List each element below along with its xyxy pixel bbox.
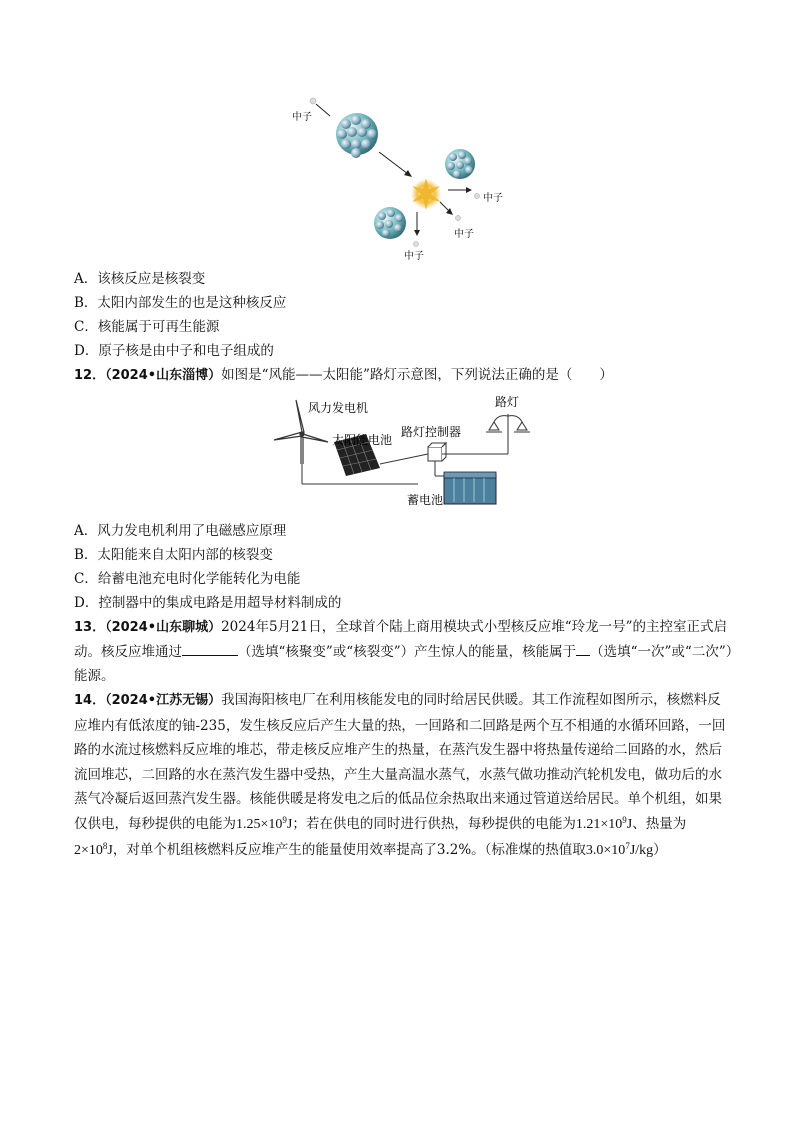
q14-electric-energy-only: $1.25\times 10^9J$ xyxy=(236,814,293,832)
label-solar-cell: 太阳能电池 xyxy=(332,433,393,447)
q14-paragraph xyxy=(74,688,734,863)
q14-number: 14． xyxy=(74,693,106,708)
q12-source: （2024•山东淄博） xyxy=(105,368,222,383)
label-battery: 蓄电池 xyxy=(407,493,444,507)
incoming-neutron xyxy=(310,98,316,104)
controller-box-icon xyxy=(428,443,446,461)
q13-text-2: （选填“核聚变”或“核裂变”）产生惊人的能量，核能属于 xyxy=(238,644,577,660)
q11-option-a: A．该核反应是核裂变 xyxy=(74,271,206,287)
neutron-label-right: 中子 xyxy=(483,193,503,204)
q14-text-3: 、热量为 xyxy=(632,815,687,832)
q13-answer-blank-2[interactable] xyxy=(576,641,590,656)
q12-option-c: C．给蓄电池充电时化学能转化为电能 xyxy=(74,571,301,587)
uranium-nucleus xyxy=(336,113,378,158)
q13-text-3: （选填“一次”或“二次”）能源。 xyxy=(74,644,733,684)
neutron-label-mid: 中子 xyxy=(454,229,474,240)
neutron-label-down: 中子 xyxy=(404,251,424,262)
battery-icon xyxy=(444,472,496,504)
street-lamp-icon xyxy=(486,414,530,442)
q13-source: （2024•山东聊城） xyxy=(105,620,222,635)
q13-text-1: 2024年5月21日，全球首个陆上商用模块式小型核反应堆“玲龙一号”的主控室正式启动。核反应堆通过 xyxy=(74,619,728,660)
q12-option-a: A．风力发电机利用了电磁感应原理 xyxy=(74,523,287,539)
label-street-lamp: 路灯 xyxy=(495,395,520,409)
q14-text-2: ；若在供电的同时进行供热，每秒提供的电能为 xyxy=(292,815,576,832)
fission-flash xyxy=(411,178,441,210)
fission-diagram xyxy=(282,94,522,264)
q13-paragraph xyxy=(74,615,734,688)
q14-coal-heat-value: $3.0\times 10^7J/kg$ xyxy=(585,840,654,858)
fragment-nucleus-2 xyxy=(374,207,406,239)
label-wind-generator: 风力发电机 xyxy=(308,401,369,415)
q13-answer-blank-1[interactable] xyxy=(182,641,238,656)
q12-number: 12． xyxy=(74,368,106,383)
label-lamp-controller: 路灯控制器 xyxy=(401,425,462,439)
fragment-nucleus-1 xyxy=(445,149,475,179)
q14-electric-energy-cogen: $1.21\times 10^9J$ xyxy=(575,814,633,832)
q14-text-5: ） xyxy=(653,841,667,858)
q12-option-d: D．控制器中的集成电路是用超导材料制成的 xyxy=(74,595,342,611)
q14-text-1: 我国海阳核电厂在利用核能发电的同时给居民供暖。其工作流程如图所示，核燃料反应堆内有低浓度的铀-235，发生核反应后产生大量的热，一回路和二回路是两个互不相通的水循环回路，一回路的水流过核燃料反应堆的堆芯，带走核反应堆产生的热量，在蒸汽发生器中将热量传递给二回路的水，然后流回堆芯，二回路的水在蒸汽发生器中受热，产生大量高温水蒸气，水蒸气做功推动汽轮机发电，做功后的水蒸气冷凝后返回蒸汽发生器。核能供暖是将发电之后的低品位余热取出来通过管道送给居民。单个机组，如果仅供电，每秒提供的电能为 xyxy=(74,692,726,832)
q11-option-b: B．太阳内部发生的也是这种核反应 xyxy=(74,295,287,311)
q14-heat-amount: $2\times 10^8J$ xyxy=(74,840,113,858)
q12-option-b: B．太阳能来自太阳内部的核裂变 xyxy=(74,547,273,563)
q14-source: （2024•江苏无锡） xyxy=(105,693,222,708)
q11-option-d: D．原子核是由中子和电子组成的 xyxy=(74,343,274,359)
q12-stem xyxy=(74,366,613,385)
q11-option-c: C．核能属于可再生能源 xyxy=(74,319,220,335)
q13-number: 13． xyxy=(74,620,106,635)
neutron-label-in: 中子 xyxy=(292,112,312,123)
q12-text: 如图是“风能——太阳能”路灯示意图，下列说法正确的是（ ） xyxy=(221,367,613,383)
q14-text-4: ，对单个机组核燃料反应堆产生的能量使用效率提高了3.2%。（标准煤的热值取 xyxy=(112,841,586,858)
street-lamp-diagram xyxy=(268,392,538,514)
